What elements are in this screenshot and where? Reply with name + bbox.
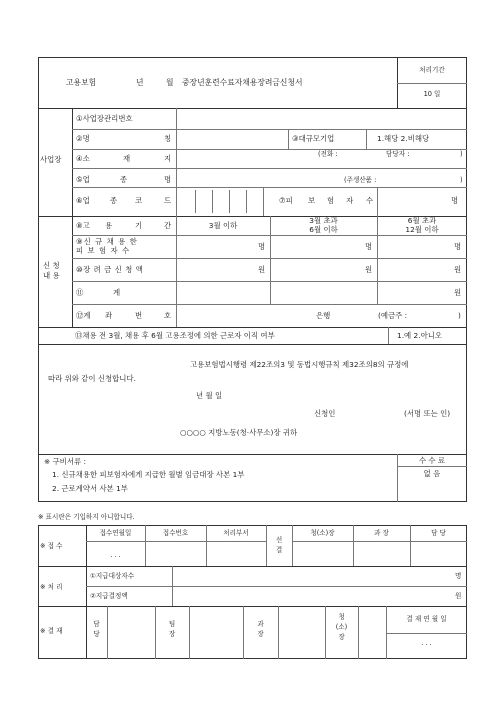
applicant-label: 신청인 bbox=[314, 409, 336, 418]
large-corp-label: ③대규모기업 bbox=[292, 134, 335, 143]
approval-staff-label: 담 bbox=[93, 620, 100, 628]
new-hire-unit-2: 명 bbox=[365, 242, 373, 251]
company-name-label: ②명 bbox=[76, 134, 90, 143]
period-option-3m[interactable]: 3월 이하 bbox=[208, 221, 238, 230]
approval-label: ※ 결 재 bbox=[40, 627, 63, 635]
approval-team-label: 팀 bbox=[168, 620, 176, 628]
company-name-field[interactable] bbox=[178, 131, 286, 147]
staff-label: 담 당 bbox=[431, 529, 446, 537]
manager-label: 담당자 : bbox=[386, 150, 410, 158]
declaration-date[interactable]: 년 월 일 bbox=[196, 391, 223, 400]
business-type-field[interactable] bbox=[178, 170, 338, 185]
address-field[interactable] bbox=[178, 159, 464, 167]
receipt-label: ※ 접 수 bbox=[40, 542, 63, 550]
target-count-unit: 명 bbox=[455, 572, 462, 580]
approval-chief-label: 과 bbox=[257, 620, 264, 628]
receipt-date-value: . . . bbox=[110, 551, 121, 559]
subsidy-amount-label: ⑩장 려 금 신 청 액 bbox=[76, 265, 144, 274]
decision-label: 선 bbox=[275, 536, 283, 544]
receipt-date-label: 접수연월일 bbox=[99, 529, 132, 537]
dept-label: 처리부서 bbox=[223, 529, 249, 537]
form-title: 중장년훈련수료자채용장려금신청서 bbox=[182, 78, 303, 87]
business-code-field[interactable] bbox=[178, 190, 262, 213]
amount-unit-1: 원 bbox=[258, 265, 266, 274]
recipient-label: ○○○○ 지방노동(청·사무소)장 귀하 bbox=[180, 428, 298, 437]
phone-label: (전화 : bbox=[318, 150, 338, 158]
approval-head-label: 청 bbox=[338, 613, 345, 621]
fee-value: 없 음 bbox=[423, 469, 441, 478]
account-label: ⑫계 bbox=[76, 311, 91, 320]
account-holder-label: (예금주 : bbox=[378, 311, 408, 320]
mgmt-no-label: ①사업장관리번호 bbox=[76, 114, 133, 123]
office-note: ※ 표시란은 기입하지 아니합니다. bbox=[38, 513, 135, 521]
period-option-3-6m[interactable]: 3월 초과 bbox=[309, 216, 338, 225]
signature-label: (서명 또는 인) bbox=[404, 409, 451, 418]
business-code-label: ⑥업 bbox=[76, 196, 90, 205]
application-section-label: 신 청 bbox=[43, 261, 60, 270]
attachment-2: 2. 근로계약서 사본 1부 bbox=[52, 484, 128, 493]
target-amount-label: ②지급결정액 bbox=[90, 592, 128, 600]
amount-unit-3: 원 bbox=[454, 265, 462, 274]
approval-date-value: . . . bbox=[421, 639, 432, 647]
form-title-month: 월 bbox=[166, 78, 174, 87]
declaration-line-1: 고용보험법시행령 제22조의3 및 동법시행규칙 제32조의8의 규정에 bbox=[190, 360, 409, 369]
approval-date-label: 결 재 연 월 일 bbox=[406, 615, 447, 623]
processing-label: ※ 처 리 bbox=[40, 583, 63, 591]
processing-period-value: 10 일 bbox=[423, 90, 441, 98]
new-hire-unit-3: 명 bbox=[454, 242, 462, 251]
insured-count-label: ⑦피 bbox=[279, 196, 293, 205]
new-hire-label: ⑨신 규 채 용 한 bbox=[76, 237, 138, 246]
total-label: ⑪ bbox=[76, 288, 84, 297]
insured-count-unit: 명 bbox=[451, 196, 459, 205]
large-corp-options[interactable]: 1.해당 2.비해당 bbox=[377, 134, 430, 143]
prior-hire-question: ⑬채용 전 3월, 채용 후 6월 고용조정에 의한 근로자 이직 여부 bbox=[75, 331, 275, 340]
processing-period-label: 처리기간 bbox=[419, 66, 445, 74]
target-count-label: ①지급대상자수 bbox=[90, 572, 135, 580]
employment-period-label: ⑧고 bbox=[76, 221, 90, 230]
new-hire-unit-1: 명 bbox=[258, 242, 266, 251]
attachment-1: 1. 신규채용한 피보험자에게 지급한 월별 임금대장 사본 1부 bbox=[52, 470, 245, 479]
fee-label: 수 수 료 bbox=[418, 456, 446, 465]
amount-unit-2: 원 bbox=[365, 265, 373, 274]
declaration-line-2: 따라 위와 같이 신청합니다. bbox=[48, 374, 136, 383]
mgmt-no-field[interactable] bbox=[178, 110, 464, 127]
chief-label: 과 장 bbox=[374, 529, 389, 537]
receipt-no-label: 접수번호 bbox=[162, 529, 189, 537]
period-option-6-12m[interactable]: 6월 초과 bbox=[407, 216, 437, 225]
form-title-year: 년 bbox=[136, 78, 144, 87]
business-type-label: ⑤업 bbox=[76, 175, 90, 184]
target-amount-unit: 원 bbox=[455, 592, 462, 600]
title-divider bbox=[38, 108, 467, 109]
head-label: 청(소)장 bbox=[310, 529, 335, 537]
total-unit: 원 bbox=[454, 288, 462, 297]
bank-label: 은행 bbox=[316, 311, 331, 320]
main-product-label: (주생산품 : bbox=[344, 176, 377, 184]
employer-section-label: 사업장 bbox=[40, 155, 62, 164]
address-label: ④소 bbox=[76, 154, 90, 163]
prior-hire-options[interactable]: 1.예 2.아니오 bbox=[397, 331, 443, 340]
form-title-prefix: 고용보험 bbox=[66, 78, 97, 87]
attachments-title: ※ 구비서류 : bbox=[44, 457, 86, 466]
